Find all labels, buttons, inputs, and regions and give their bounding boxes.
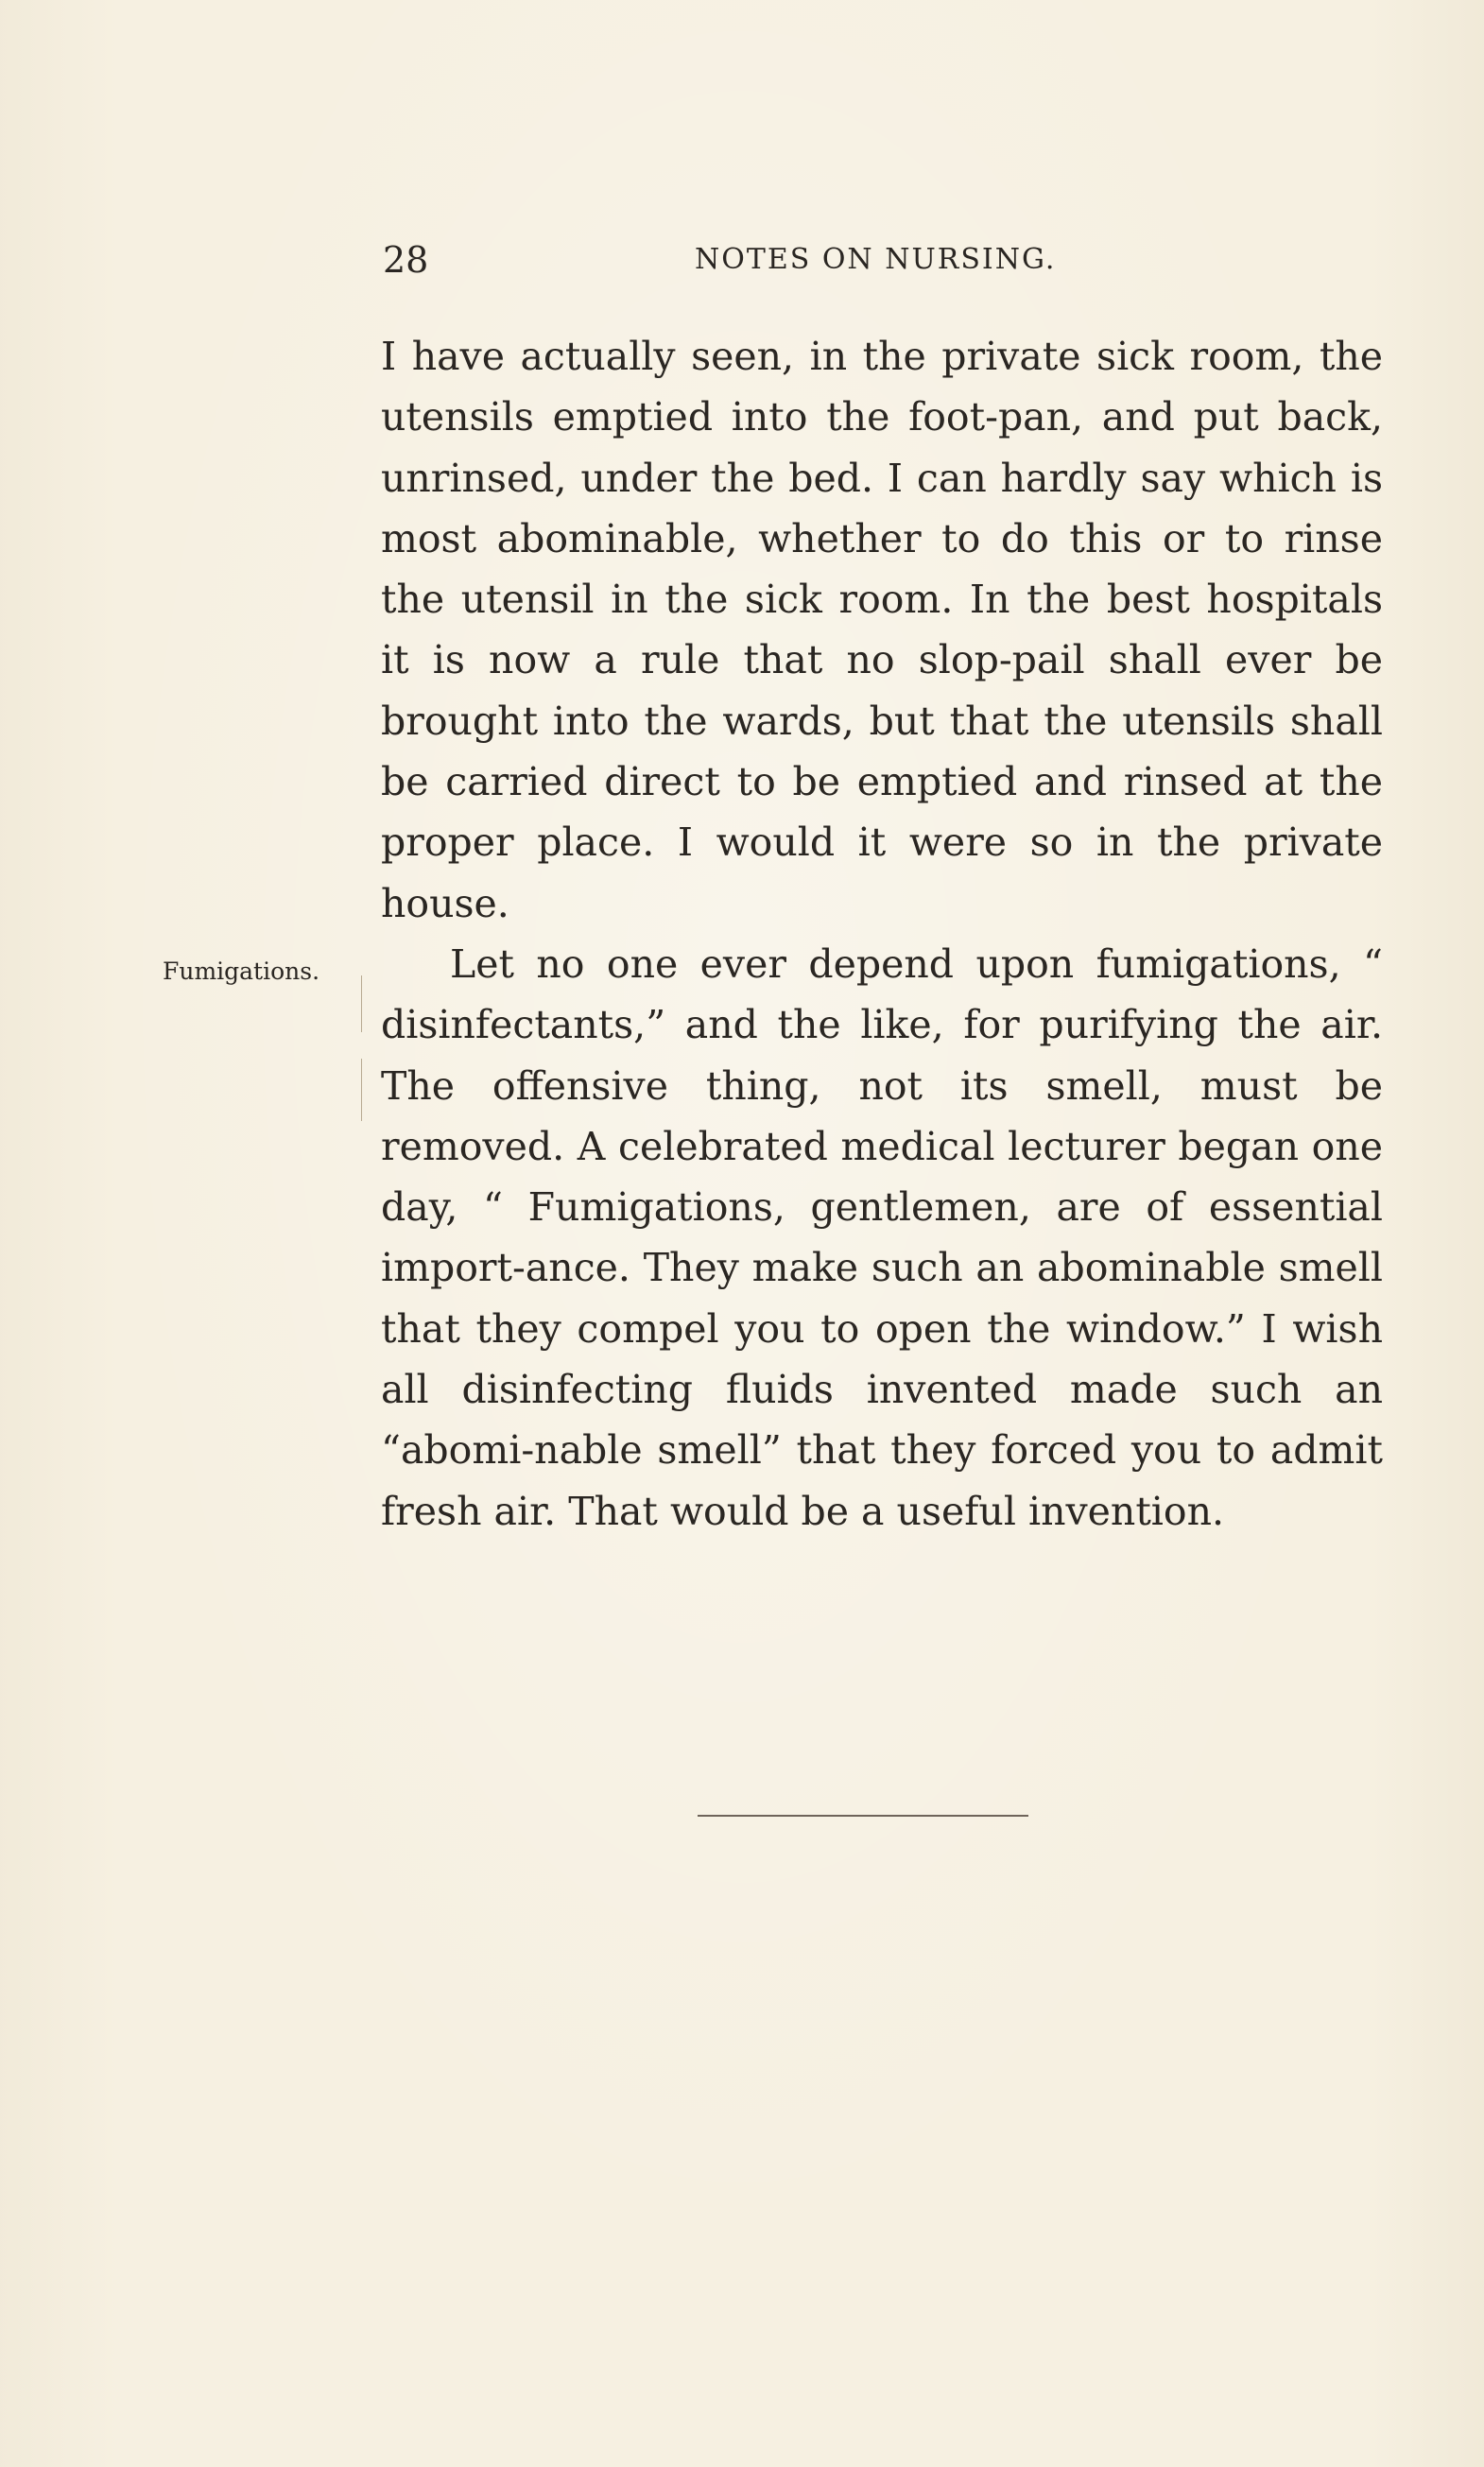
- margin-rule: [361, 1059, 362, 1121]
- body-text: [381, 326, 1383, 1542]
- paragraph-utensils: I have actually seen, in the private sick room, the utensils emptied into the foot-pan, and put back, unrinsed, under the bed. I can hardly say which is most abominable, whether to do this or to rinse the utensil in the sick room. In the best hospitals it is now a rule that no slop-pail shall ever be brought into the wards, but that the utensils shall be carried direct to be emptied and rinsed at the proper place. I would it were so in the private house.: [381, 334, 1383, 926]
- margin-rule: [361, 975, 362, 1032]
- running-head: [383, 236, 1385, 284]
- running-title: NOTES ON NURSING.: [695, 243, 1057, 276]
- page-number: 28: [383, 239, 429, 281]
- margin-note-fumigations: Fumigations.: [163, 957, 320, 985]
- end-rule: [698, 1815, 1028, 1817]
- paragraph-fumigations: Let no one ever depend upon fumigations, “ disinfectants,” and the like, for purifying the air. The offensive thing, not its smell, must be removed. A celebrated medical lecturer began one day, “ Fumigations, gentlemen, are of essential import-ance. They make such an abominable smell that they compel you to open the window.” I wish all disinfecting fluids invented made such an “abomi-nable smell” that they forced you to admit fresh air. That would be a useful invention.: [381, 940, 1383, 1534]
